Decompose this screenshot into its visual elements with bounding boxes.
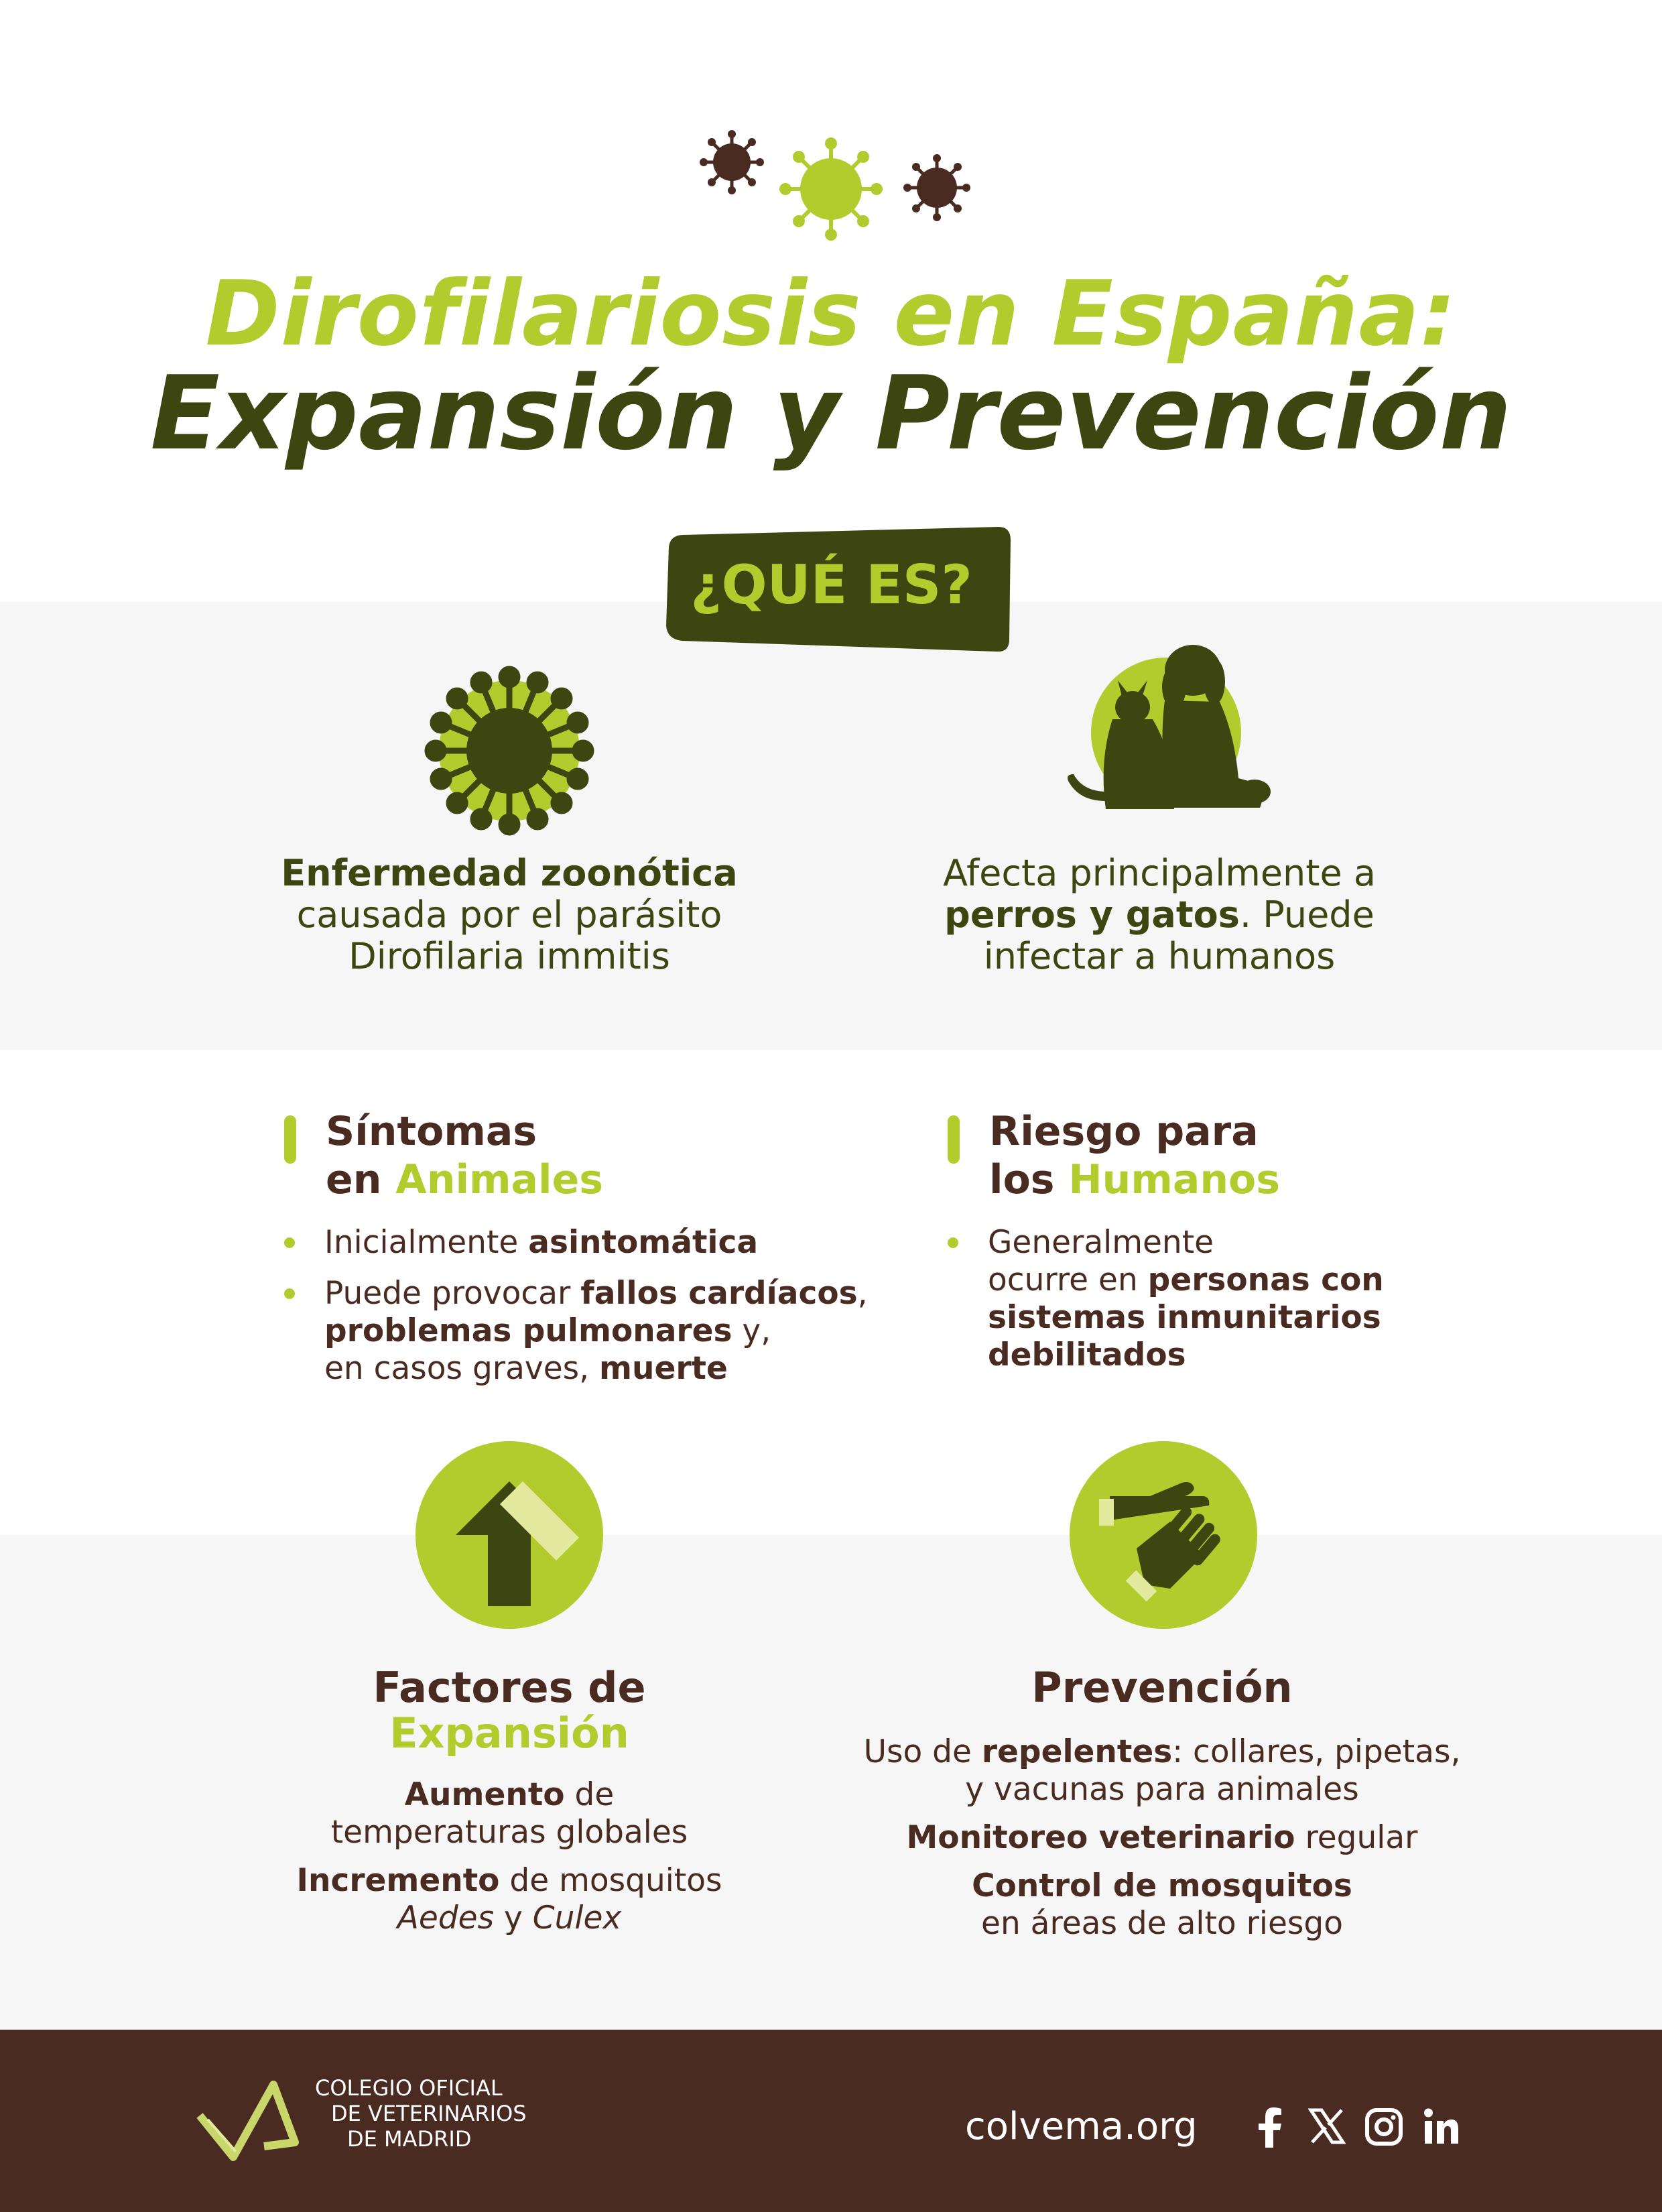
website-link[interactable]: colvema.org [965,2105,1198,2148]
list-item [324,1275,901,1388]
factor-text: y [494,1900,533,1937]
prev-text: y vacunas para animales [965,1771,1359,1808]
logo-line-3: DE MADRID [347,2126,472,2152]
sintomas-heading [326,1107,795,1204]
bullet-text: y, [732,1312,771,1349]
prevencion-item-2 [827,1819,1497,1857]
factores-item-1 [208,1776,811,1851]
virus-cluster-icon [697,127,978,241]
riesgo-head-pre: los [989,1156,1069,1203]
bullet-bold: personas con [1147,1262,1384,1298]
logo-text [315,2075,583,2152]
sintomas-list [324,1224,901,1401]
facebook-icon[interactable] [1255,2107,1284,2148]
bullet-dot [284,1237,295,1248]
zoonotic-bold: Enfermedad zoonótica [281,852,738,894]
prevencion-item-1 [827,1733,1497,1808]
sintomas-head-line1: Síntomas [326,1108,537,1155]
que-es-right-line3: infectar a humanos [983,935,1336,977]
prev-bold: Control de mosquitos [972,1867,1352,1904]
factor-bold: Aumento [404,1776,565,1813]
prev-bold: Monitoreo veterinario [906,1819,1295,1856]
linkedin-icon[interactable] [1422,2107,1460,2145]
bullet-bold: asintomática [528,1224,759,1261]
sintomas-head-accent: Animales [395,1156,603,1203]
bullet-bold: debilitados [988,1337,1186,1373]
prevencion-text [827,1733,1497,1953]
factores-text [208,1776,811,1948]
list-item [988,1224,1457,1374]
bullet-bold: sistemas inmunitarios [988,1299,1381,1336]
prev-text: en áreas de alto riesgo [981,1905,1343,1942]
logo-line-1: COLEGIO OFICIAL [315,2075,503,2101]
que-es-right-line2-rest: . Puede [1239,894,1375,936]
list-item [324,1224,901,1262]
instagram-icon[interactable] [1364,2107,1403,2146]
riesgo-list [988,1224,1457,1388]
que-es-left-line2: causada por el parásito [296,894,722,936]
parasite-icon [419,660,600,841]
prevencion-item-3 [827,1867,1497,1943]
que-es-right-text [858,853,1461,977]
factor-italic: Culex [532,1900,622,1937]
factores-item-2 [208,1862,811,1937]
bullet-bold: fallos cardíacos [580,1275,858,1312]
title-line-1: Dirofilariosis en España: [205,261,1457,366]
bullet-dot [284,1288,295,1299]
que-es-left-text [208,853,811,977]
factor-text: de [564,1776,615,1813]
factor-bold: Incremento [296,1862,500,1899]
que-es-left-line3: Dirofilaria immitis [348,935,670,977]
bullet-text: , [857,1275,868,1312]
sintomas-head-pre: en [326,1156,396,1203]
bullet-text: en casos graves, [324,1350,600,1387]
logo-line-2: DE VETERINARIOS [331,2101,527,2126]
arrow-up-icon [416,1441,603,1629]
prev-bold: repelentes [981,1733,1173,1770]
colvema-logo-icon [194,2073,315,2166]
title-line-2: Expansión y Prevención [150,354,1512,473]
perros-gatos-bold: perros y gatos [944,894,1240,936]
bullet-text: Puede provocar [324,1275,581,1312]
hands-icon [1070,1441,1257,1629]
sintomas-accent-bar [284,1115,296,1164]
que-es-label: ¿QUÉ ES? [690,554,972,616]
riesgo-head-line1: Riesgo para [989,1108,1259,1155]
que-es-band [0,602,1662,1050]
prevencion-heading: Prevención [1031,1663,1293,1712]
factores-head-line2: Expansión [389,1709,629,1758]
prev-text: : collares, pipetas, [1172,1733,1461,1770]
factor-italic: Aedes [397,1900,495,1937]
bullet-bold: problemas pulmonares [324,1312,732,1349]
bullet-text: Generalmente [988,1224,1214,1261]
bullet-text: ocurre en [988,1262,1148,1298]
riesgo-head-accent: Humanos [1068,1156,1280,1203]
bullet-text: Inicialmente [324,1224,529,1261]
que-es-right-line1: Afecta principalmente a [943,852,1376,894]
bullet-bold: muerte [599,1350,728,1387]
factor-text: de mosquitos [499,1862,722,1899]
factores-heading [174,1665,844,1756]
factores-head-line1: Factores de [373,1663,646,1712]
bullet-dot [948,1237,958,1248]
factor-text: temperaturas globales [330,1814,688,1851]
prev-text: regular [1295,1819,1418,1856]
riesgo-heading [989,1107,1458,1204]
pets-icon [1059,640,1273,821]
riesgo-accent-bar [948,1115,960,1164]
x-icon[interactable] [1308,2107,1346,2145]
prev-text: Uso de [863,1733,982,1770]
